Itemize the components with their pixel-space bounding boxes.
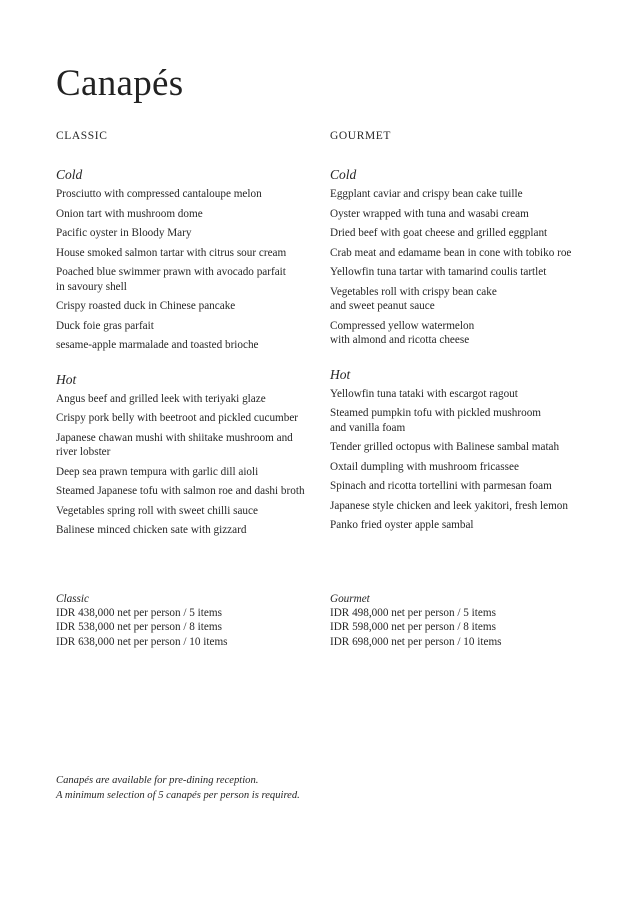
price-line: IDR 538,000 net per person / 8 items — [56, 621, 222, 634]
gourmet-cold-title: Cold — [330, 167, 357, 182]
menu-item: Oxtail dumpling with mushroom fricassee — [330, 460, 519, 473]
menu-item: Crispy roasted duck in Chinese pancake — [56, 300, 236, 312]
menu-item: Vegetables spring roll with sweet chilli sauce — [56, 504, 258, 517]
price-line: IDR 438,000 net per person / 5 items — [56, 607, 222, 620]
menu-item: Vegetables roll with crispy bean cake and sweet peanut sauce — [330, 285, 497, 312]
gourmet-hot-title: Hot — [330, 366, 351, 382]
menu-item: Yellowfin tuna tataki with escargot ragout — [330, 387, 518, 400]
footer-note — [56, 774, 300, 803]
menu-item: Poached blue swimmer prawn with avocado parfait in savoury shell — [56, 266, 286, 293]
price-line: IDR 698,000 net per person / 10 items — [330, 635, 502, 648]
gourmet-pricing — [330, 592, 590, 649]
menu-item: Yellowfin tuna tartar with tamarind coulis tartlet — [330, 266, 547, 278]
menu-item: Eggplant caviar and crispy bean cake tuille — [330, 188, 523, 200]
classic-pricing-title: Classic — [56, 593, 89, 605]
menu-item: Angus beef and grilled leek with teriyaki glaze — [56, 392, 266, 405]
gourmet-column — [330, 128, 620, 538]
classic-pricing — [56, 592, 316, 649]
menu-item: sesame-apple marmalade and toasted brioche — [56, 339, 259, 351]
menu-item: Dried beef with goat cheese and grilled eggplant — [330, 227, 548, 239]
classic-heading: CLASSIC — [56, 130, 108, 142]
price-line: IDR 598,000 net per person / 8 items — [330, 621, 496, 634]
classic-hot-title: Hot — [56, 371, 77, 387]
menu-item: Tender grilled octopus with Balinese sambal matah — [330, 441, 560, 453]
menu-item: Onion tart with mushroom dome — [56, 207, 203, 220]
menu-item: Japanese chawan mushi with shiitake mushroom and river lobster — [56, 431, 293, 458]
menu-item: Spinach and ricotta tortellini with parmesan foam — [330, 480, 552, 492]
menu-item: Japanese style chicken and leek yakitori, fresh lemon — [330, 499, 568, 512]
menu-item: Crispy pork belly with beetroot and pickled cucumber — [56, 412, 299, 424]
price-line: IDR 498,000 net per person / 5 items — [330, 607, 496, 620]
menu-item: Crab meat and edamame bean in cone with tobiko roe — [330, 246, 572, 259]
menu-item: Steamed Japanese tofu with salmon roe and dashi broth — [56, 485, 305, 497]
footer-line: Canapés are available for pre-dining reception. — [56, 775, 259, 786]
footer-line: A minimum selection of 5 canapés per person is required. — [56, 789, 300, 801]
menu-item: Deep sea prawn tempura with garlic dill aioli — [56, 465, 259, 478]
menu-item: Pacific oyster in Bloody Mary — [56, 227, 192, 239]
menu-item: Oyster wrapped with tuna and wasabi cream — [330, 207, 529, 220]
gourmet-hot-list — [330, 387, 620, 533]
menu-item: Panko fried oyster apple sambal — [330, 519, 474, 531]
classic-cold-list — [56, 187, 346, 353]
menu-item: Compressed yellow watermelon with almond and ricotta cheese — [330, 319, 475, 346]
menu-item: Duck foie gras parfait — [56, 319, 154, 332]
menu-item: House smoked salmon tartar with citrus sour cream — [56, 246, 287, 259]
classic-column — [56, 128, 346, 543]
gourmet-heading: GOURMET — [330, 130, 392, 142]
menu-item: Steamed pumpkin tofu with pickled mushroom and vanilla foam — [330, 407, 541, 434]
gourmet-cold-list — [330, 187, 620, 348]
gourmet-pricing-title: Gourmet — [330, 593, 370, 605]
classic-hot-list — [56, 392, 346, 538]
classic-cold-title: Cold — [56, 167, 83, 182]
menu-item: Prosciutto with compressed cantaloupe melon — [56, 188, 262, 200]
price-line: IDR 638,000 net per person / 10 items — [56, 635, 228, 648]
menu-item: Balinese minced chicken sate with gizzard — [56, 524, 247, 536]
page-title: Canapés — [56, 63, 184, 104]
